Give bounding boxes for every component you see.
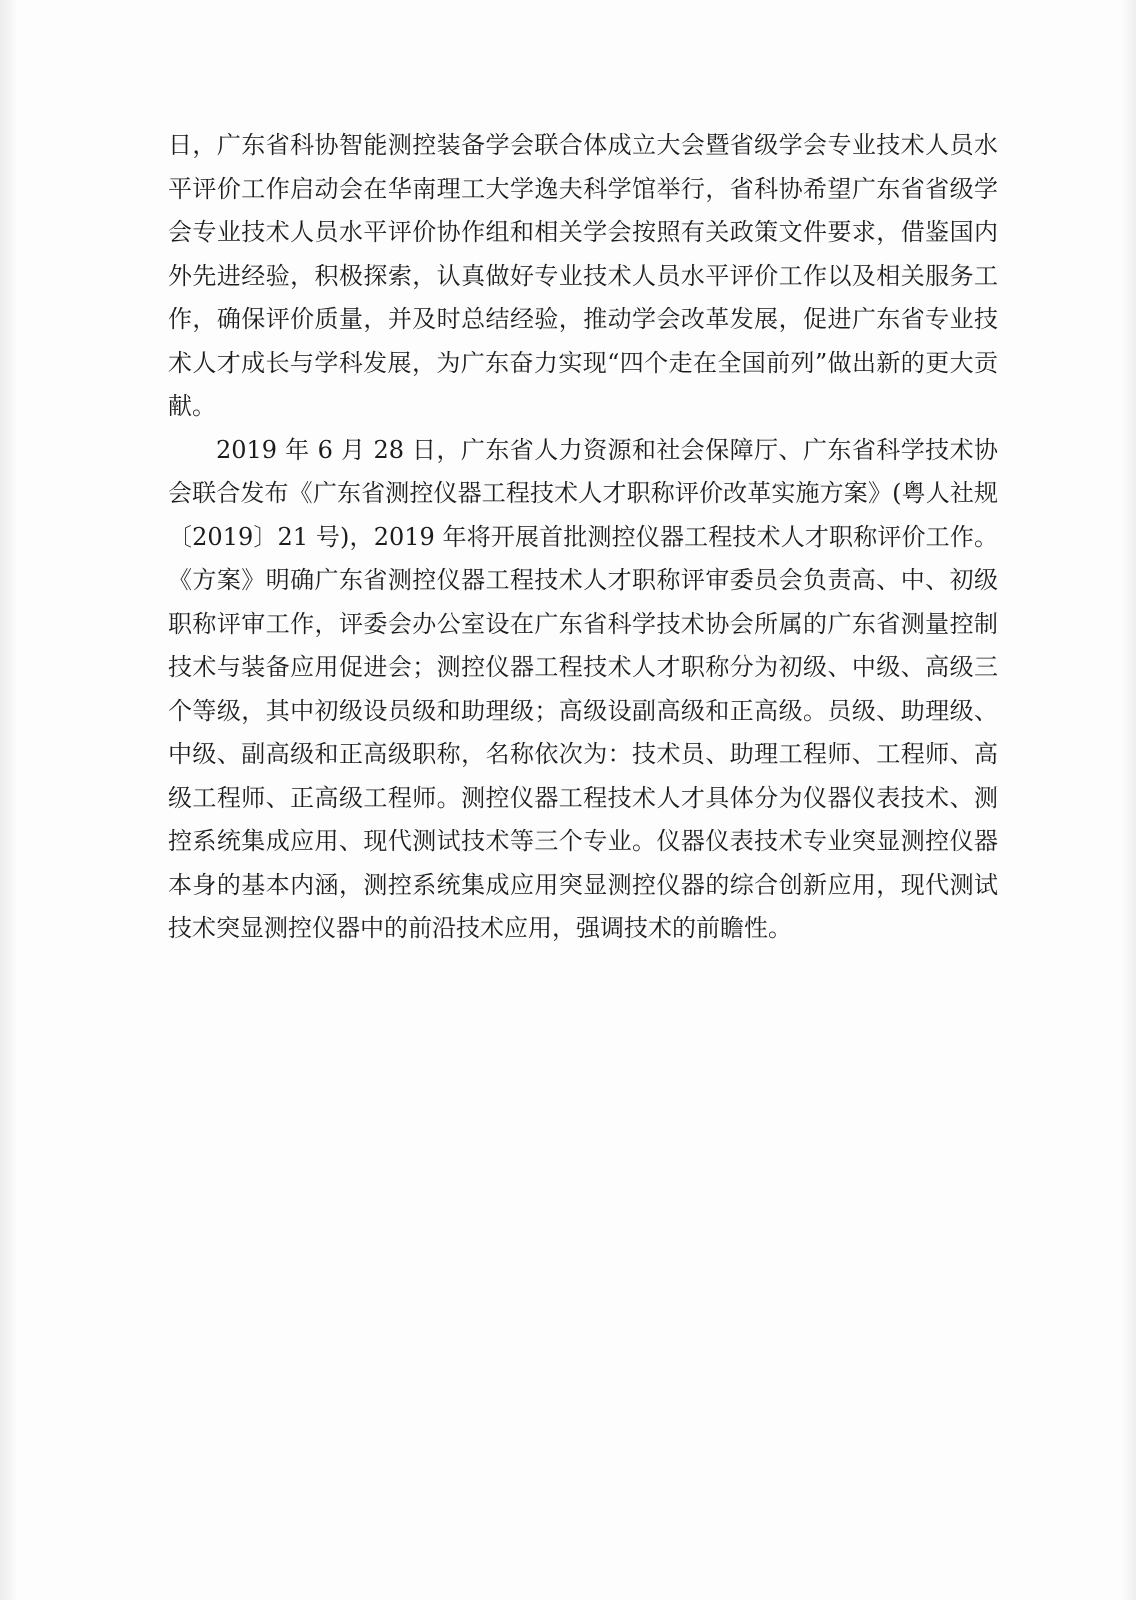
paragraph-2: 2019 年 6 月 28 日，广东省人力资源和社会保障厅、广东省科学技术协会联合发布《广东省测控仪器工程技术人才职称评价改革实施方案》(粤人社规〔2019〕21 号)，2019 年将开展首批测控仪器工程技术人才职称评价工作。《方案》明确广东省测控仪器工程技术人才职称评审委员会负责高、中、初级职称评审工作，评委会办公室设在广东省科学技术协会所属的广东省测量控制技术与装备应用促进会；测控仪器工程技术人才职称分为初级、中级、高级三个等级，其中初级设员级和助理级；高级设副高级和正高级。员级、助理级、中级、副高级和正高级职称，名称依次为：技术员、助理工程师、工程师、高级工程师、正高级工程师。测控仪器工程技术人才具体分为仪器仪表技术、测控系统集成应用、现代测试技术等三个专业。仪器仪表技术专业突显测控仪器本身的基本内涵，测控系统集成应用突显测控仪器的综合创新应用，现代测试技术突显测控仪器中的前沿技术应用，强调技术的前瞻性。 bbox=[168, 435, 998, 942]
scan-left-edge bbox=[0, 0, 18, 1600]
paragraph-1: 日，广东省科协智能测控装备学会联合体成立大会暨省级学会专业技术人员水平评价工作启动会在华南理工大学逸夫科学馆举行，省科协希望广东省省级学会专业技术人员水平评价协作组和相关学会按照有关政策文件要求，借鉴国内外先进经验，积极探索，认真做好专业技术人员水平评价工作以及相关服务工作，确保评价质量，并及时总结经验，推动学会改革发展，促进广东省专业技术人才成长与学科发展，为广东奋力实现“四个走在全国前列”做出新的更大贡献。 bbox=[168, 131, 998, 420]
body-text bbox=[168, 124, 998, 951]
scan-right-edge bbox=[1122, 0, 1136, 1600]
